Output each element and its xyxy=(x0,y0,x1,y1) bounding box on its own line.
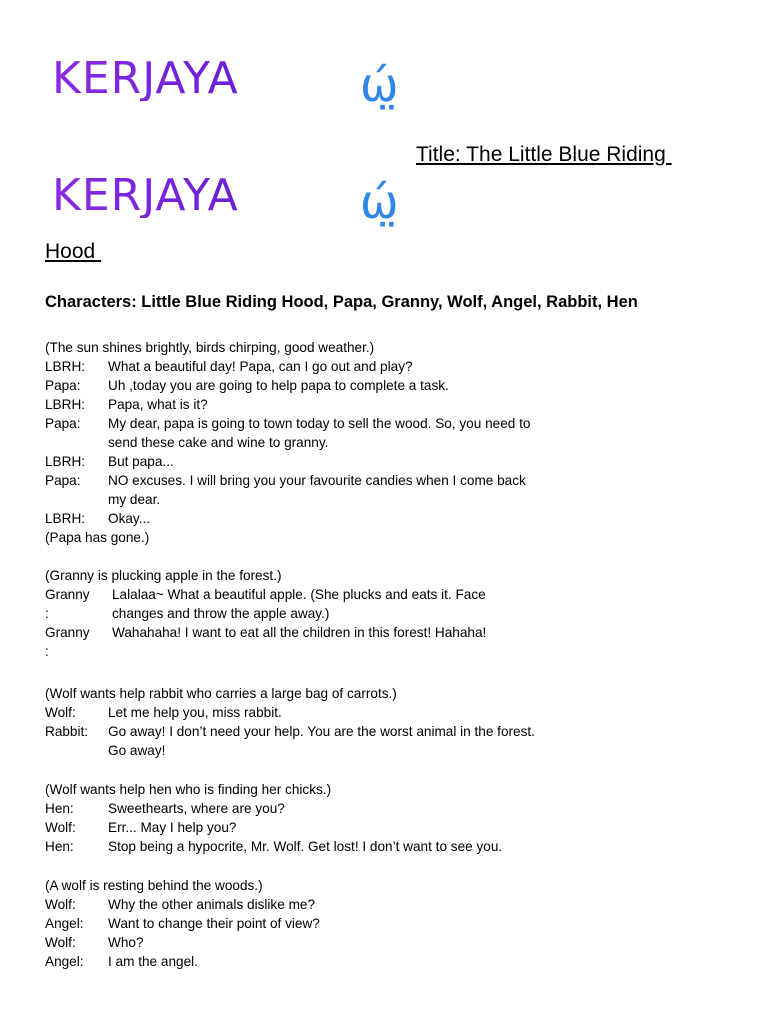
speaker-label: Hen: xyxy=(45,801,74,816)
scene-3 xyxy=(45,684,535,760)
dialogue-line xyxy=(45,818,502,837)
speaker-label: Granny xyxy=(45,587,90,602)
scene-4 xyxy=(45,780,502,856)
dialogue-line xyxy=(45,395,530,414)
dialogue-list xyxy=(45,895,320,971)
dialogue-list xyxy=(45,799,502,856)
dialogue-line xyxy=(45,604,486,623)
speaker-label: LBRH: xyxy=(45,359,86,374)
scene-2 xyxy=(45,566,486,661)
stage-direction: (Wolf wants help hen who is finding her chicks.) xyxy=(45,782,332,797)
speaker-label: Papa: xyxy=(45,416,81,431)
dialogue-line xyxy=(45,490,530,509)
speaker-label: Papa: xyxy=(45,473,81,488)
dialogue-line xyxy=(45,357,530,376)
dialogue-line xyxy=(45,799,502,818)
dialogue-text: Want to change their point of view? xyxy=(108,916,320,931)
document-title-continued: Hood xyxy=(45,240,102,263)
dialogue-text: Sweethearts, where are you? xyxy=(108,801,285,816)
document-title: Title: The Little Blue Riding xyxy=(416,143,672,166)
dialogue-line xyxy=(45,471,530,490)
dialogue-line xyxy=(45,452,530,471)
dialogue-line xyxy=(45,585,486,604)
dialogue-line xyxy=(45,623,486,642)
dialogue-line xyxy=(45,952,320,971)
dialogue-list xyxy=(45,585,486,661)
dialogue-text: Okay... xyxy=(108,511,151,526)
speaker-label: Angel: xyxy=(45,954,84,969)
logo-mark-icon: ώ̤ xyxy=(360,58,399,112)
dialogue-text: Go away! xyxy=(108,743,166,758)
stage-direction: (The sun shines brightly, birds chirping, good weather.) xyxy=(45,340,375,355)
dialogue-line xyxy=(45,722,535,741)
dialogue-line xyxy=(45,414,530,433)
speaker-label: Wolf: xyxy=(45,935,76,950)
scene-5 xyxy=(45,876,320,971)
logo-mark-icon: ώ̤ xyxy=(360,175,399,229)
dialogue-text: Wahahaha! I want to eat all the children in this forest! Hahaha! xyxy=(112,625,487,640)
dialogue-line xyxy=(45,703,535,722)
speaker-label: LBRH: xyxy=(45,454,86,469)
dialogue-line xyxy=(45,642,486,661)
dialogue-text: I am the angel. xyxy=(108,954,198,969)
dialogue-text: changes and throw the apple away.) xyxy=(112,606,330,621)
dialogue-line xyxy=(45,933,320,952)
speaker-label: Wolf: xyxy=(45,820,76,835)
dialogue-text: Uh ,today you are going to help papa to complete a task. xyxy=(108,378,449,393)
dialogue-text: Why the other animals dislike me? xyxy=(108,897,316,912)
dialogue-text: Go away! I don’t need your help. You are the worst animal in the forest. xyxy=(108,724,535,739)
speaker-label xyxy=(45,433,108,452)
dialogue-text: my dear. xyxy=(108,492,161,507)
dialogue-text: Who? xyxy=(108,935,144,950)
dialogue-line xyxy=(45,376,530,395)
dialogue-line xyxy=(45,895,320,914)
dialogue-text: Err... May I help you? xyxy=(108,820,237,835)
speaker-label: Rabbit: xyxy=(45,724,89,739)
stage-direction: (Papa has gone.) xyxy=(45,530,150,545)
characters-heading: Characters: Little Blue Riding Hood, Papa, Granny, Wolf, Angel, Rabbit, Hen xyxy=(45,293,638,311)
dialogue-text: My dear, papa is going to town today to sell the wood. So, you need to xyxy=(108,416,531,431)
dialogue-line xyxy=(45,509,530,528)
speaker-label: : xyxy=(45,606,49,621)
speaker-label xyxy=(45,741,108,760)
stage-direction: (Wolf wants help rabbit who carries a large bag of carrots.) xyxy=(45,686,397,701)
speaker-label: LBRH: xyxy=(45,397,86,412)
speaker-label: Papa: xyxy=(45,378,81,393)
dialogue-line xyxy=(45,433,530,452)
speaker-label: Hen: xyxy=(45,839,74,854)
speaker-label: Angel: xyxy=(45,916,84,931)
speaker-label xyxy=(45,490,108,509)
dialogue-text: send these cake and wine to granny. xyxy=(108,435,329,450)
stage-direction: (A wolf is resting behind the woods.) xyxy=(45,878,263,893)
dialogue-text: NO excuses. I will bring you your favourite candies when I come back xyxy=(108,473,526,488)
kerjaya-logo-1: KERJAYA xyxy=(52,53,239,104)
stage-direction: (Granny is plucking apple in the forest.) xyxy=(45,568,282,583)
dialogue-text: Papa, what is it? xyxy=(108,397,208,412)
dialogue-line xyxy=(45,914,320,933)
dialogue-list xyxy=(45,357,530,528)
dialogue-text: But papa... xyxy=(108,454,174,469)
dialogue-text: What a beautiful day! Papa, can I go out and play? xyxy=(108,359,413,374)
dialogue-text: Lalalaa~ What a beautiful apple. (She plucks and eats it. Face xyxy=(112,587,486,602)
speaker-label: Wolf: xyxy=(45,705,76,720)
kerjaya-logo-2: KERJAYA xyxy=(52,170,239,221)
speaker-label: Wolf: xyxy=(45,897,76,912)
dialogue-line xyxy=(45,741,535,760)
dialogue-text: Let me help you, miss rabbit. xyxy=(108,705,282,720)
speaker-label: Granny xyxy=(45,625,90,640)
dialogue-list xyxy=(45,703,535,760)
speaker-label: LBRH: xyxy=(45,511,86,526)
scene-1 xyxy=(45,338,530,547)
dialogue-text: Stop being a hypocrite, Mr. Wolf. Get lost! I don’t want to see you. xyxy=(108,839,503,854)
dialogue-line xyxy=(45,837,502,856)
speaker-label: : xyxy=(45,644,49,659)
